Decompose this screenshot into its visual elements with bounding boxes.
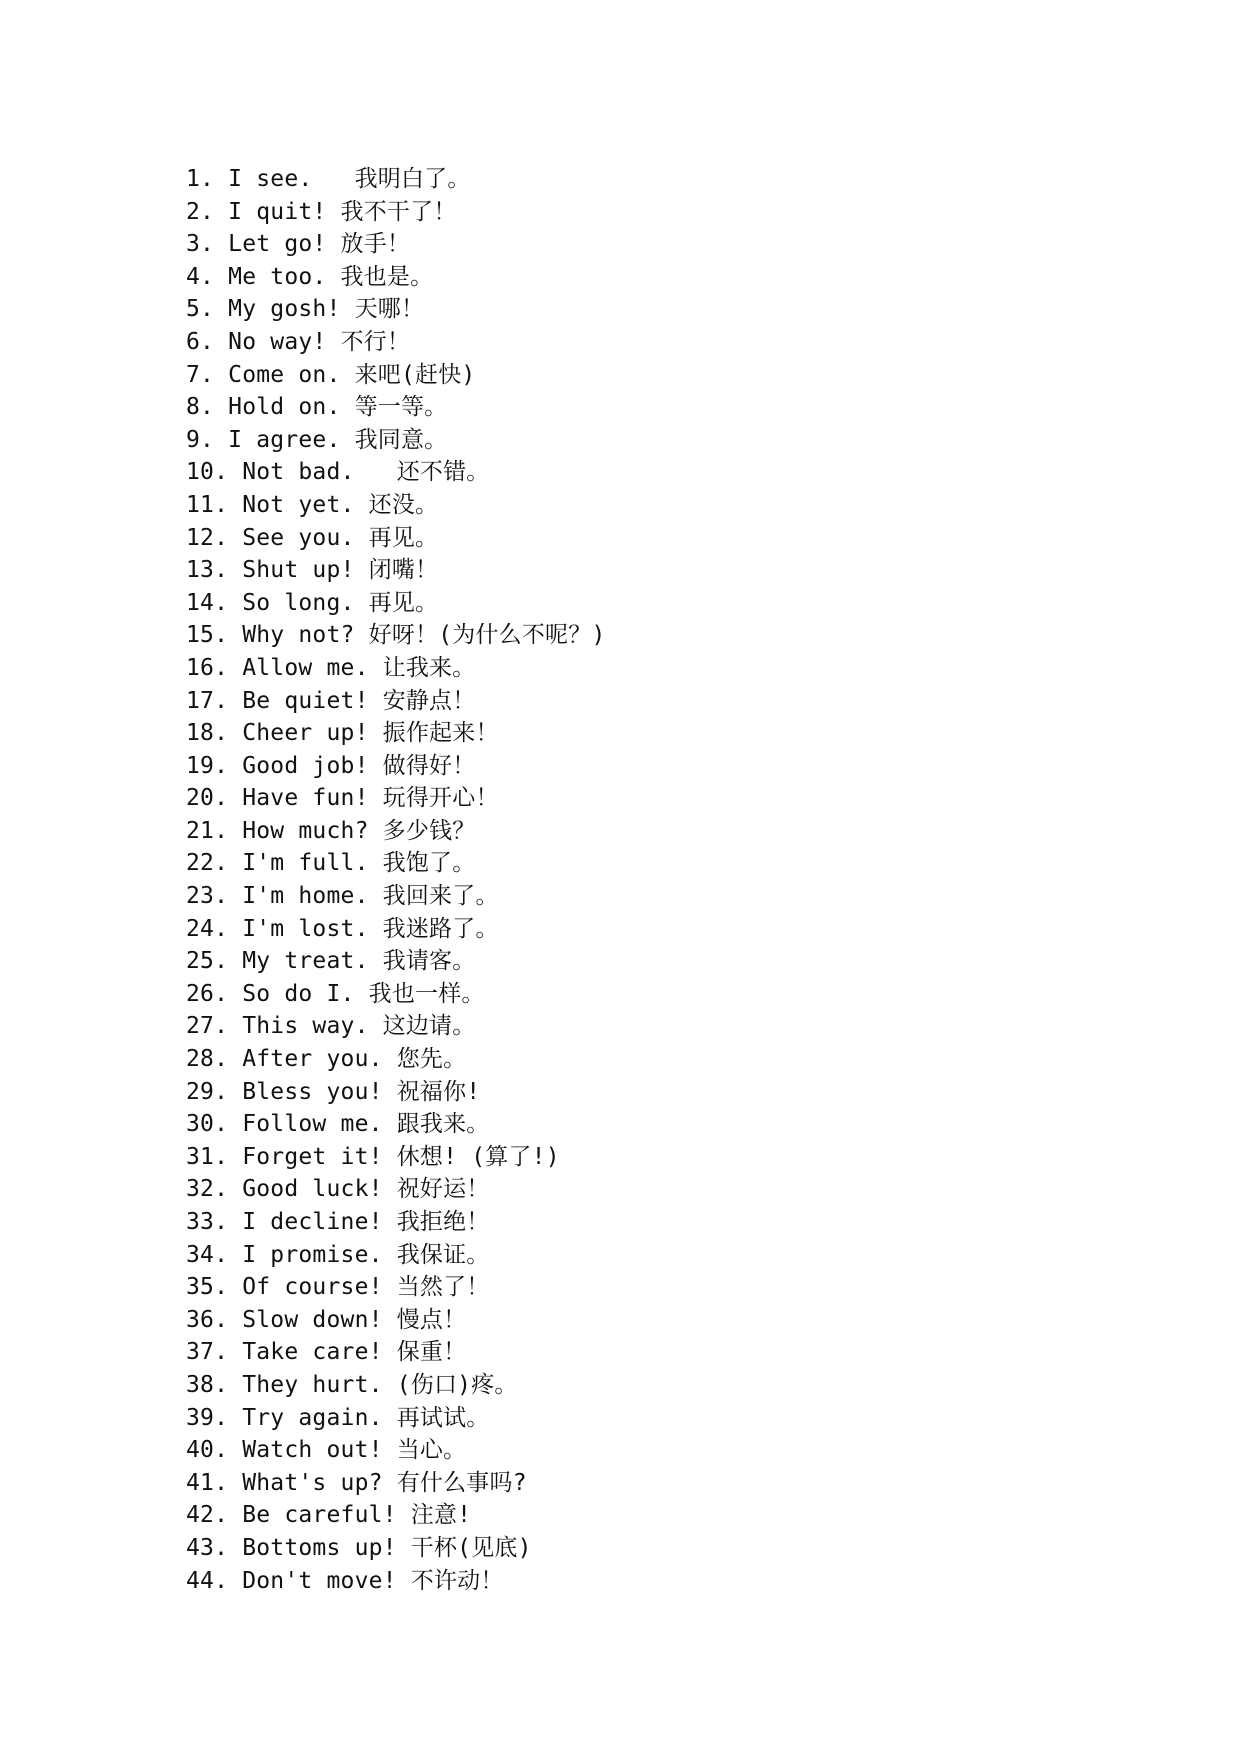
- phrase-item-43: 43. Bottoms up! 干杯(见底): [186, 1534, 532, 1561]
- phrase-item-9: 9. I agree. 我同意。: [186, 426, 448, 453]
- phrase-item-22: 22. I'm full. 我饱了。: [186, 850, 476, 877]
- phrase-item-34: 34. I promise. 我保证。: [186, 1241, 490, 1268]
- phrase-item-28: 28. After you. 您先。: [186, 1046, 467, 1073]
- phrase-item-15: 15. Why not? 好呀！(为什么不呢？): [186, 622, 606, 649]
- phrase-item-14: 14. So long. 再见。: [186, 589, 439, 616]
- phrase-item-21: 21. How much? 多少钱？: [186, 817, 476, 844]
- phrase-item-4: 4. Me too. 我也是。: [186, 263, 434, 290]
- phrase-item-24: 24. I'm lost. 我迷路了。: [186, 915, 499, 942]
- phrase-item-44: 44. Don't move! 不许动！: [186, 1567, 504, 1594]
- phrase-item-6: 6. No way! 不行！: [186, 328, 411, 355]
- phrase-item-38: 38. They hurt. (伤口)疼。: [186, 1371, 518, 1398]
- phrase-item-20: 20. Have fun! 玩得开心！: [186, 785, 499, 812]
- phrase-item-23: 23. I'm home. 我回来了。: [186, 883, 499, 910]
- phrase-item-29: 29. Bless you! 祝福你!: [186, 1078, 481, 1105]
- phrase-item-13: 13. Shut up! 闭嘴！: [186, 557, 439, 584]
- phrase-item-16: 16. Allow me. 让我来。: [186, 654, 476, 681]
- phrase-item-40: 40. Watch out! 当心。: [186, 1437, 467, 1464]
- phrase-item-1: 1. I see. 我明白了。: [186, 166, 471, 192]
- phrase-item-19: 19. Good job! 做得好！: [186, 752, 476, 779]
- phrase-item-41: 41. What's up? 有什么事吗?: [186, 1469, 527, 1496]
- phrase-item-25: 25. My treat. 我请客。: [186, 948, 476, 975]
- phrase-item-26: 26. So do I. 我也一样。: [186, 980, 485, 1007]
- phrase-item-10: 10. Not bad. 还不错。: [186, 459, 490, 486]
- phrase-item-17: 17. Be quiet! 安静点！: [186, 687, 476, 714]
- phrase-item-5: 5. My gosh! 天哪！: [186, 296, 425, 323]
- phrase-item-3: 3. Let go! 放手！: [186, 231, 411, 258]
- phrase-item-31: 31. Forget it! 休想! (算了!): [186, 1143, 560, 1170]
- phrase-item-39: 39. Try again. 再试试。: [186, 1404, 490, 1431]
- phrase-item-37: 37. Take care! 保重！: [186, 1339, 467, 1366]
- phrase-item-7: 7. Come on. 来吧(赶快): [186, 361, 476, 388]
- phrase-item-32: 32. Good luck! 祝好运！: [186, 1176, 490, 1203]
- phrase-item-35: 35. Of course! 当然了！: [186, 1274, 490, 1301]
- phrase-item-36: 36. Slow down! 慢点！: [186, 1306, 467, 1333]
- phrase-item-27: 27. This way. 这边请。: [186, 1013, 476, 1040]
- phrase-item-18: 18. Cheer up! 振作起来！: [186, 720, 499, 747]
- phrase-item-2: 2. I quit! 我不干了！: [186, 198, 457, 225]
- phrase-item-42: 42. Be careful! 注意!: [186, 1502, 472, 1529]
- phrase-item-33: 33. I decline! 我拒绝！: [186, 1209, 490, 1235]
- phrase-list: [186, 163, 606, 1597]
- phrase-item-11: 11. Not yet. 还没。: [186, 491, 439, 518]
- phrase-item-8: 8. Hold on. 等一等。: [186, 394, 448, 421]
- phrase-item-30: 30. Follow me. 跟我来。: [186, 1111, 490, 1138]
- phrase-item-12: 12. See you. 再见。: [186, 524, 439, 551]
